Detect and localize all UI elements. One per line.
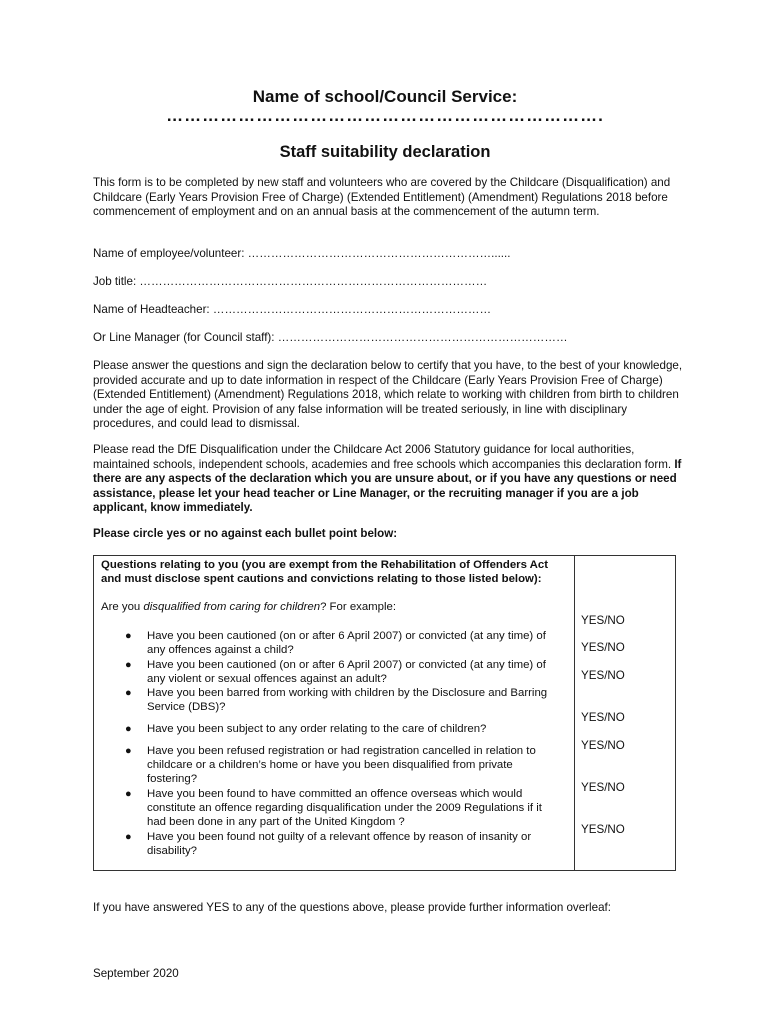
question-2: Have you been cautioned (on or after 6 April 2007) or convicted (at any time) of any violent or sexual offences against an adult?: [147, 659, 546, 685]
document-title: Staff suitability declaration: [279, 143, 491, 161]
bullet-icon: ●: [125, 687, 132, 699]
school-name-blank: ……………………………………………………………….: [166, 106, 604, 125]
bullet-icon: ●: [125, 831, 132, 843]
job-title-field: Job title: ………………………………………………………………………………: [93, 275, 488, 288]
bullet-icon: ●: [125, 659, 132, 671]
guidance-paragraph: [93, 443, 683, 516]
question-7: Have you been found not guilty of a relevant offence by reason of insanity or disability?: [147, 831, 532, 857]
employee-name-field: Name of employee/volunteer: ………………………………………………………......: [93, 247, 511, 260]
bullet-icon: ●: [125, 630, 132, 642]
intro-italic: disqualified from caring for children: [143, 601, 321, 613]
table-column-divider: [574, 556, 575, 870]
question-6: Have you been found to have committed an offence overseas which would constitute an offence regarding disqualification under the 2009 Regulations if it had been done in any part of the United Kingdom ?: [147, 788, 542, 828]
bullet-icon: ●: [125, 788, 132, 800]
school-title: Name of school/Council Service:: [252, 87, 518, 106]
guidance-text: Please read the DfE Disqualification under the Childcare Act 2006 Statutory guidance for local authorities, maintained schools, independent schools, academies and free schools which accompanies this declaration form.: [93, 443, 672, 471]
bullet-icon: ●: [125, 723, 132, 735]
intro-prefix: Are you: [101, 601, 144, 613]
answer-6-yes-no[interactable]: YES/NO: [581, 781, 625, 794]
bullet-icon: ●: [125, 745, 132, 757]
answer-2-yes-no[interactable]: YES/NO: [581, 641, 625, 654]
questions-table: [93, 555, 676, 871]
question-5: Have you been refused registration or had registration cancelled in relation to childcare or a children’s home or have you been disqualified from private fostering?: [147, 745, 536, 785]
answer-5-yes-no[interactable]: YES/NO: [581, 739, 625, 752]
table-intro: [101, 600, 571, 614]
table-heading: Questions relating to you (you are exempt from the Rehabilitation of Offenders Act and must disclose spent cautions and convictions relating to those listed below):: [101, 559, 549, 585]
question-1: Have you been cautioned (on or after 6 April 2007) or convicted (at any time) of any offences against a child?: [147, 630, 546, 656]
footer-date: September 2020: [93, 967, 179, 980]
answer-1-yes-no[interactable]: YES/NO: [581, 614, 625, 627]
question-3: Have you been barred from working with children by the Disclosure and Barring Service (DBS)?: [147, 687, 548, 713]
headteacher-field: Name of Headteacher: ………………………………………………………………: [93, 303, 492, 316]
answer-7-yes-no[interactable]: YES/NO: [581, 823, 625, 836]
guidance-warning: If there are any aspects of the declaration which you are unsure about, or if you have any questions or need assistance, please let your head teacher or Line Manager, or the recruiting manager if you are a job applicant, know immediately.: [93, 457, 682, 514]
answer-3-yes-no[interactable]: YES/NO: [581, 669, 625, 682]
line-manager-field: Or Line Manager (for Council staff): …………………………………………………………………: [93, 331, 568, 344]
circle-instruction: Please circle yes or no against each bullet point below:: [93, 527, 398, 540]
answer-instructions-paragraph: Please answer the questions and sign the declaration below to certify that you have, to the best of your knowledge, provided accurate and up to date information in respect of the Childcare (Early Years Provision Free of Charge) (Extended Entitlement) (Amendment) Regulations 2018, which relate to working with children from birth to children under the age of eight. Provision of any false information will be treated seriously, in line with disciplinary procedures, and could lead to dismissal.: [93, 359, 683, 430]
intro-suffix: ? For example:: [320, 601, 397, 613]
question-4: Have you been subject to any order relating to the care of children?: [147, 723, 487, 735]
further-info-instruction: If you have answered YES to any of the questions above, please provide further information overleaf:: [93, 901, 611, 914]
answer-4-yes-no[interactable]: YES/NO: [581, 711, 625, 724]
intro-paragraph: This form is to be completed by new staff and volunteers who are covered by the Childcare (Disqualification) and Childcare (Early Years Provision Free of Charge) (Extended Entitlement) (Amendment) Regulations 2018 before commencement of employment and on an annual basis at the commencement of the autumn term.: [93, 176, 671, 218]
